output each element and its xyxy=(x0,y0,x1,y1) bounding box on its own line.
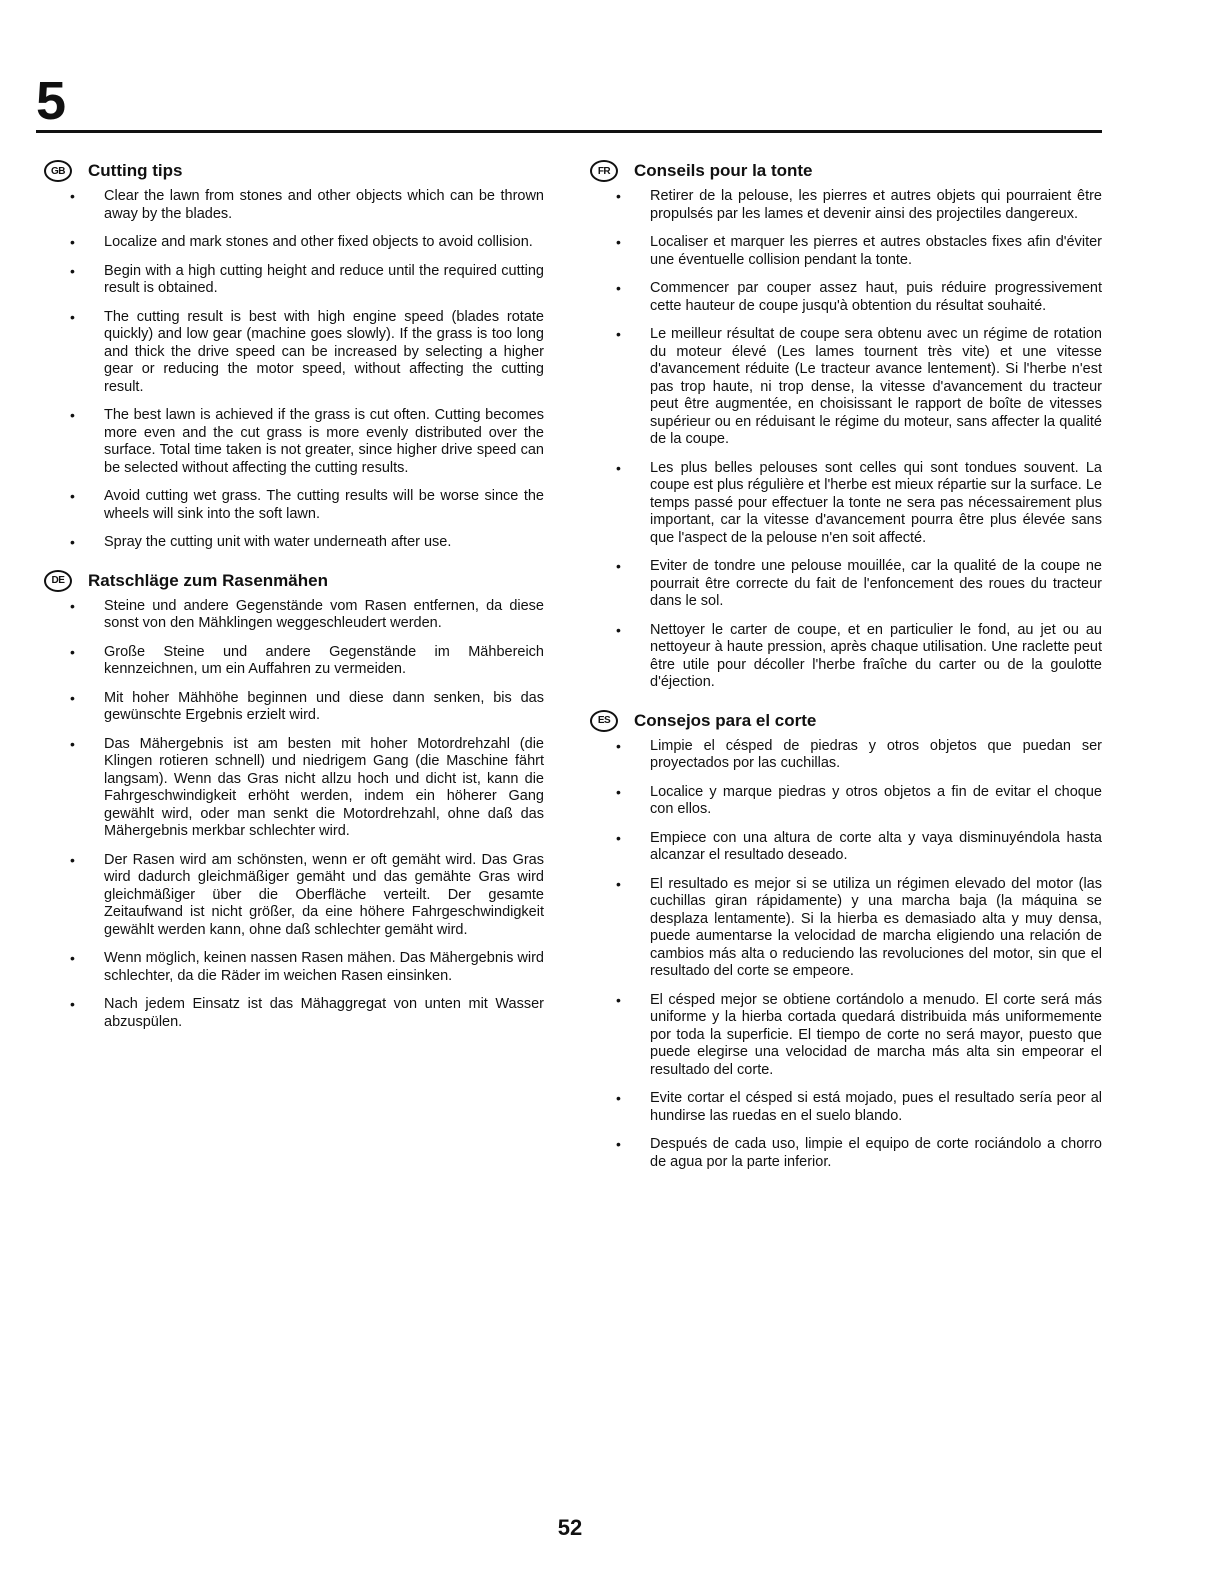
bullet-icon: • xyxy=(616,737,621,754)
list-item xyxy=(44,188,544,223)
page-number: 52 xyxy=(557,1515,583,1540)
bullet-icon: • xyxy=(616,783,621,800)
list-item xyxy=(590,326,1102,449)
list-item xyxy=(44,234,544,252)
list-item xyxy=(44,488,544,523)
item-text: El resultado es mejor si se utiliza un régimen elevado del motor (las cuchillas giran rápidamente) y una marcha baja (la máquina se desplaza lentamente). Si la hierba es demasiado alta y muy densa, puede aumentarse la velocidad de marcha eligiendo una relación de cambios más alta o reduciendo las revoluciones del motor, sin que el resultado del corte se empeore. xyxy=(650,875,1102,979)
item-text: Das Mähergebnis ist am besten mit hoher Motordrehzahl (die Klingen rotieren schnell) und niedrigem Gang (die Maschine fährt langsam). Wenn das Gras nicht allzu hoch und dicht ist, kann die Fahrgeschwindigkeit erhöht werden, indem ein höherer Gang gewählt wird, oder man senkt die Motordrehzahl, ohne daß das Mähergebnis merkbar schlechter wird. xyxy=(104,735,544,839)
section-header xyxy=(44,160,544,184)
bullet-icon: • xyxy=(70,234,75,250)
right-column xyxy=(590,160,1102,1182)
list-item xyxy=(44,644,544,679)
bullet-icon: • xyxy=(70,308,75,325)
bullet-icon: • xyxy=(70,597,75,614)
item-text: Evite cortar el césped si está mojado, pues el resultado sería peor al hundirse las ruedas en el suelo blando. xyxy=(650,1090,1102,1124)
bullet-icon: • xyxy=(616,829,621,846)
item-text: Les plus belles pelouses sont celles qui sont tondues souvent. La coupe est plus régulière et l'herbe est mieux répartie sur la surface. Le temps passé pour effectuer la tonte ne sera pas nécessairement plus important, car la vitesse d'avancement pourra être plus élevée sans que l'aspect de la pelouse n'en soit affecté. xyxy=(650,459,1102,546)
list-item xyxy=(590,830,1102,865)
chapter-number: 5 xyxy=(36,71,66,131)
bullet-icon: • xyxy=(616,188,621,204)
tips-list xyxy=(44,598,544,1032)
item-text: Después de cada uso, limpie el equipo de corte rociándolo a chorro de agua por la parte inferior. xyxy=(650,1136,1102,1170)
item-text: Nach jedem Einsatz ist das Mähaggregat von unten mit Wasser abzuspülen. xyxy=(104,996,544,1030)
item-text: Begin with a high cutting height and reduce until the required cutting result is obtained. xyxy=(104,262,544,296)
tips-list xyxy=(590,738,1102,1172)
bullet-icon: • xyxy=(616,1136,621,1152)
bullet-icon: • xyxy=(616,875,621,892)
list-item xyxy=(44,263,544,298)
left-column xyxy=(44,160,544,1042)
tips-list xyxy=(590,188,1102,692)
bullet-icon: • xyxy=(616,1090,621,1106)
item-text: Steine und andere Gegenstände vom Rasen entfernen, da diese sonst von den Mähklingen weggeschleudert werden. xyxy=(104,597,544,631)
section-header xyxy=(590,710,1102,734)
bullet-icon: • xyxy=(616,991,621,1008)
bullet-icon: • xyxy=(70,534,75,550)
bullet-icon: • xyxy=(70,643,75,660)
item-text: Große Steine und andere Gegenstände im Mähbereich kennzeichnen, um ein Auffahren zu vermeiden. xyxy=(104,643,544,677)
list-item xyxy=(44,852,544,940)
language-badge-es: ES xyxy=(590,710,618,732)
list-item xyxy=(590,1090,1102,1125)
item-text: Empiece con una altura de corte alta y vaya disminuyéndola hasta alcanzar el resultado deseado. xyxy=(650,829,1102,863)
list-item xyxy=(590,280,1102,315)
item-text: Commencer par couper assez haut, puis réduire progressivement cette hauteur de coupe jusqu'à obtention du résultat souhaité. xyxy=(650,280,1102,314)
item-text: Localice y marque piedras y otros objetos a fin de evitar el choque con ellos. xyxy=(650,783,1102,817)
item-text: Clear the lawn from stones and other objects which can be thrown away by the blades. xyxy=(104,188,544,222)
list-item xyxy=(590,460,1102,548)
language-badge-de: DE xyxy=(44,570,72,592)
list-item xyxy=(44,996,544,1031)
item-text: Spray the cutting unit with water underneath after use. xyxy=(104,534,452,550)
list-item xyxy=(44,309,544,397)
item-text: Wenn möglich, keinen nassen Rasen mähen. Das Mähergebnis wird schlechter, da die Räder im weichen Rasen einsinken. xyxy=(104,950,544,984)
section-header xyxy=(590,160,1102,184)
section-gb xyxy=(44,160,544,552)
list-item xyxy=(590,876,1102,981)
item-text: El césped mejor se obtiene cortándolo a menudo. El corte será más uniforme y la hierba cortada quedará distribuida más uniformemente por toda la superficie. El tiempo de corte no será mayor, puesto que puede elegirse una velocidad de marcha más alta sin empeorar el resultado del corte. xyxy=(650,991,1102,1078)
list-item xyxy=(590,784,1102,819)
list-item xyxy=(44,534,544,552)
item-text: The cutting result is best with high engine speed (blades rotate quickly) and low gear (machine goes slowly). If the grass is too long and thick the drive speed can be increased by selecting a higher gear or reducing the motor speed, without affecting the cutting result. xyxy=(104,308,544,395)
bullet-icon: • xyxy=(70,262,75,279)
list-item xyxy=(590,1136,1102,1171)
list-item xyxy=(590,992,1102,1080)
list-item xyxy=(44,690,544,725)
item-text: Localiser et marquer les pierres et autres obstacles fixes afin d'éviter une éventuelle collision pendant la tonte. xyxy=(650,234,1102,268)
bullet-icon: • xyxy=(70,689,75,706)
item-text: The best lawn is achieved if the grass is cut often. Cutting becomes more even and the cut grass is more evenly distributed over the surface. Total time taken is not greater, since higher drive speed can be selected without affecting the cutting results. xyxy=(104,407,544,476)
item-text: Limpie el césped de piedras y otros objetos que puedan ser proyectados por las cuchillas. xyxy=(650,737,1102,771)
bullet-icon: • xyxy=(70,188,75,204)
section-es xyxy=(590,710,1102,1172)
bullet-icon: • xyxy=(70,950,75,966)
bullet-icon: • xyxy=(616,280,621,296)
item-text: Nettoyer le carter de coupe, et en particulier le fond, au jet ou au nettoyeur à haute pression, après chaque utilisation. Une raclette peut être utile pour décoller l'herbe fraîche du carter ou de la goulotte d'éjection. xyxy=(650,621,1102,690)
bullet-icon: • xyxy=(70,407,75,423)
tips-list xyxy=(44,188,544,552)
list-item xyxy=(590,234,1102,269)
item-text: Eviter de tondre une pelouse mouillée, car la qualité de la coupe ne pourrait être correcte du fait de l'enfoncement des roues du tracteur dans le sol. xyxy=(650,558,1102,609)
section-header xyxy=(44,570,544,594)
bullet-icon: • xyxy=(616,326,621,342)
list-item xyxy=(44,950,544,985)
list-item xyxy=(44,598,544,633)
item-text: Avoid cutting wet grass. The cutting results will be worse since the wheels will sink into the soft lawn. xyxy=(104,488,544,522)
bullet-icon: • xyxy=(70,851,75,868)
section-title: Cutting tips xyxy=(88,161,183,180)
bullet-icon: • xyxy=(70,996,75,1012)
item-text: Mit hoher Mähhöhe beginnen und diese dann senken, bis das gewünschte Ergebnis erzielt wird. xyxy=(104,689,544,723)
section-fr xyxy=(590,160,1102,692)
section-title: Ratschläge zum Rasenmähen xyxy=(88,570,328,590)
list-item xyxy=(590,188,1102,223)
item-text: Der Rasen wird am schönsten, wenn er oft gemäht wird. Das Gras wird dadurch gleichmäßiger gemäht und das gemähte Gras wird gleichmäßiger über die Oberfläche verteilt. Der gesamte Zeitaufwand ist nicht größer, da eine höhere Fahrgeschwindigkeit gewählt werden kann, ohne daß schlechter gemäht wird. xyxy=(104,851,544,938)
language-badge-fr: FR xyxy=(590,160,618,182)
bullet-icon: • xyxy=(616,459,621,476)
item-text: Le meilleur résultat de coupe sera obtenu avec un régime de rotation du moteur élevé (Les lames tournent très vite) et une vitesse d'avancement réduite (Le tracteur avance lentement). Si l'herbe n'est pas trop haute, ni trop dense, la vitesse d'avancement du tracteur peut être augmentée, en choisissant le rapport de boîte de vitesses supérieur ou en réduisant le régime du moteur, sans affecter la qualité de la coupe. xyxy=(650,326,1102,447)
section-title: Conseils pour la tonte xyxy=(634,161,813,180)
section-de xyxy=(44,570,544,1032)
list-item xyxy=(44,736,544,841)
list-item xyxy=(590,738,1102,773)
item-text: Localize and mark stones and other fixed objects to avoid collision. xyxy=(104,234,533,250)
bullet-icon: • xyxy=(70,735,75,752)
bullet-icon: • xyxy=(616,558,621,574)
header-rule xyxy=(36,130,1102,133)
list-item xyxy=(590,622,1102,692)
bullet-icon: • xyxy=(70,488,75,504)
list-item xyxy=(44,407,544,477)
language-badge-gb: GB xyxy=(44,160,72,182)
item-text: Retirer de la pelouse, les pierres et autres objets qui pourraient être propulsés par les lames et devenir ainsi des projectiles dangereux. xyxy=(650,188,1102,222)
bullet-icon: • xyxy=(616,621,621,638)
list-item xyxy=(590,558,1102,611)
bullet-icon: • xyxy=(616,234,621,250)
section-title: Consejos para el corte xyxy=(634,710,817,730)
